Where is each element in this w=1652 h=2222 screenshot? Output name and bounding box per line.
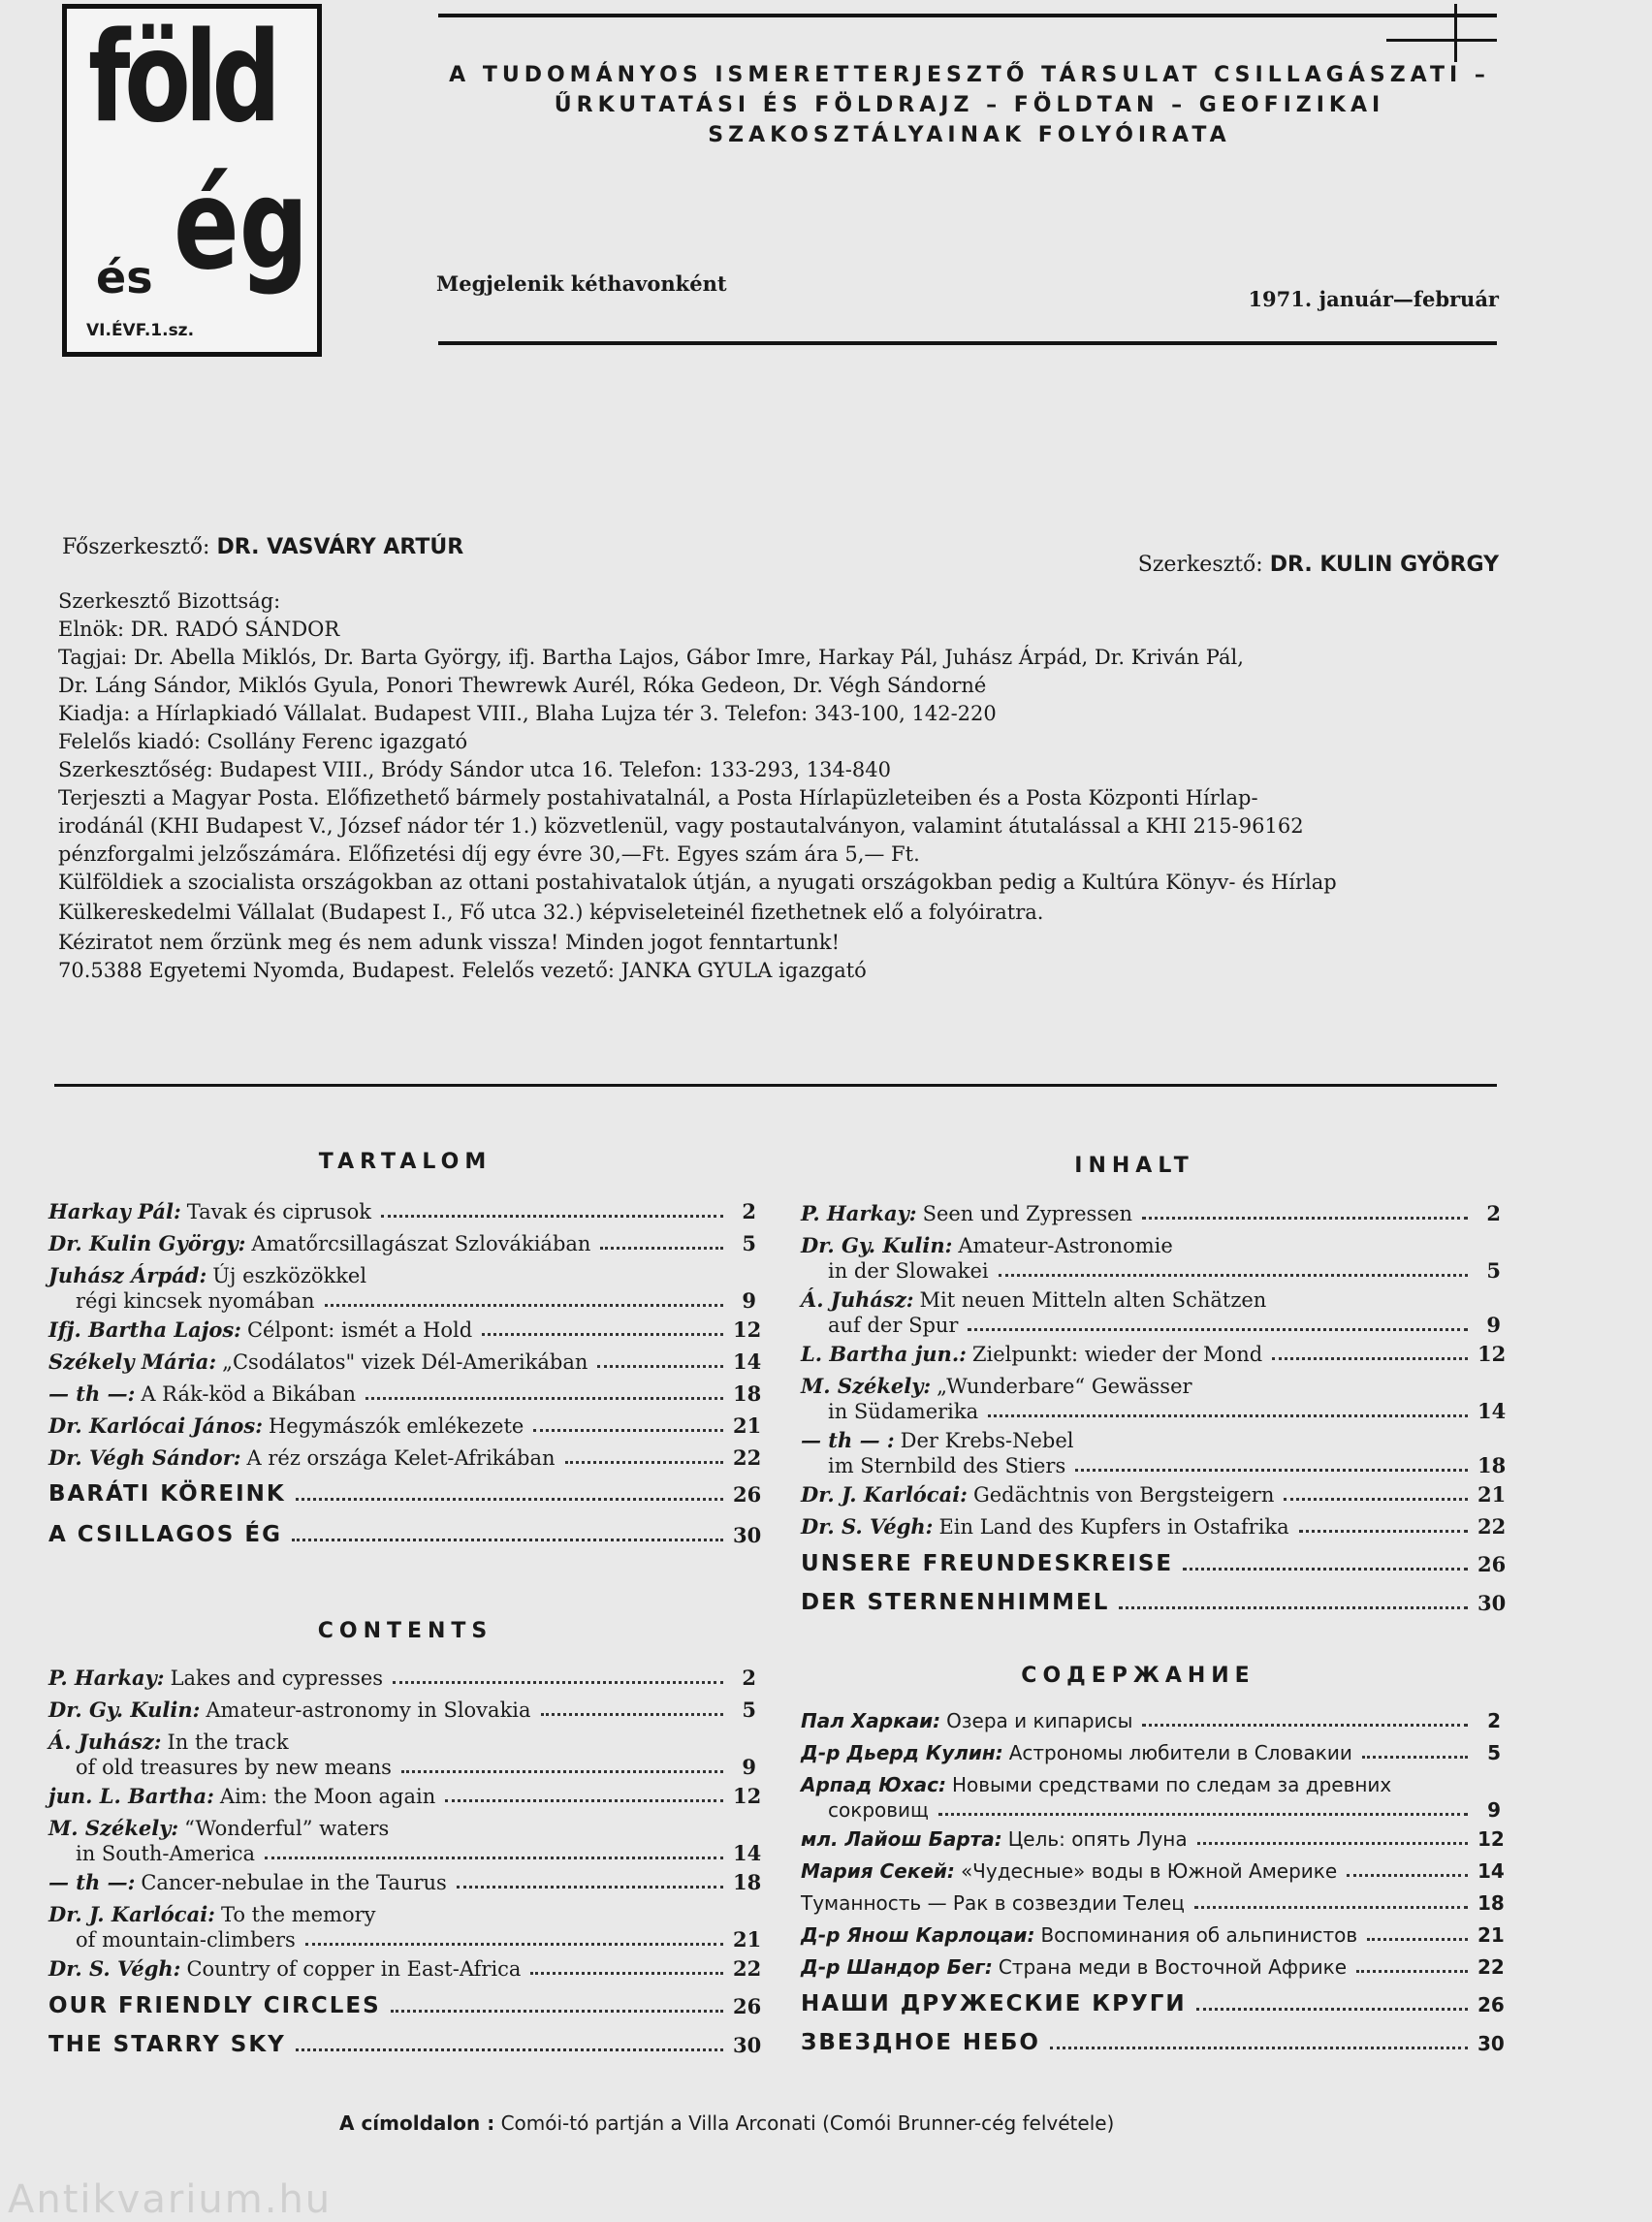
toc-page: 26: [733, 1482, 762, 1507]
toc-author: P. Harkay:: [801, 1201, 917, 1225]
toc-page: 26: [733, 1994, 762, 2018]
toc-author: Dr. Gy. Kulin:: [48, 1698, 201, 1722]
toc-entry[interactable]: [828, 1798, 1501, 1822]
toc-page: 5: [742, 1231, 756, 1255]
toc-leader: [393, 1681, 723, 1684]
toc-page: 14: [1477, 1399, 1507, 1423]
toc-entry[interactable]: [828, 1399, 1507, 1423]
journal-logo: [62, 4, 322, 357]
toc-entry[interactable]: [48, 1349, 762, 1374]
cover-caption: [339, 2111, 1114, 2135]
toc-page: 14: [733, 1349, 762, 1374]
toc-author: Á. Juhász:: [48, 1730, 162, 1754]
imprint-line: Elnök: DR. RADÓ SÁNDOR: [58, 618, 340, 641]
toc-author: Арпад Юхас:: [801, 1773, 946, 1796]
toc-entry[interactable]: [828, 1313, 1501, 1337]
toc-title: Tavak és ciprusok: [186, 1200, 371, 1223]
toc-leader: [600, 1247, 723, 1250]
toc-section-title: A CSILLAGOS ÉG: [48, 1522, 282, 1547]
toc-leader: [1367, 1938, 1468, 1941]
toc-author: Dr. J. Karlócai:: [801, 1482, 968, 1507]
toc-entry[interactable]: [76, 1927, 762, 1952]
toc-leader: [292, 1539, 723, 1541]
toc-leader: [296, 2048, 723, 2051]
chief-name: DR. VASVÁRY ARTÚR: [216, 535, 464, 559]
toc-leader: [968, 1328, 1468, 1331]
toc-title: In the track: [167, 1730, 289, 1754]
toc-leader: [1299, 1530, 1468, 1533]
imprint-line: Szerkesztő Bizottság:: [58, 589, 281, 613]
imprint-line: Külföldiek a szocialista országokban az ottani postahivatalok útján, a nyugati országokban pedig a Kultúra Könyv- és Hírlap: [58, 871, 1337, 894]
toc-title: A Rák-köd a Bikában: [141, 1382, 357, 1406]
society-header: A TUDOMÁNYOS ISMERETTERJESZTŐ TÁRSULAT CSILLAGÁSZATI – ŰRKUTATÁSI ÉS FÖLDRAJZ – FÖLDTAN – GEOFIZIKAI SZAKOSZTÁLYAINAK FOLYÓIRATA: [449, 63, 1490, 147]
toc-title: Lakes and cypresses: [170, 1666, 384, 1690]
toc-leader: [1196, 2008, 1468, 2011]
toc-title: Aim: the Moon again: [219, 1785, 436, 1808]
toc-author: Székely Mária:: [48, 1349, 217, 1374]
toc-title: Цель: опять Луна: [1007, 1827, 1188, 1851]
toc-title: Новыми средствами по следам за древних: [951, 1773, 1392, 1796]
toc-entry[interactable]: [48, 1956, 762, 1981]
toc-page: 12: [1477, 1827, 1505, 1851]
header-rule: [438, 341, 1497, 345]
toc-entry[interactable]: [48, 1381, 762, 1406]
toc-title: Country of copper in East-Africa: [186, 1957, 522, 1981]
toc-entry[interactable]: [801, 1891, 1505, 1915]
toc-leader: [1272, 1357, 1468, 1360]
toc-page: 22: [733, 1445, 762, 1470]
toc-page: 9: [1487, 1798, 1501, 1822]
toc-entry[interactable]: [48, 1698, 756, 1722]
logo-word-es: és: [96, 251, 153, 303]
toc-section[interactable]: [48, 2032, 762, 2057]
toc-leader: [999, 1274, 1468, 1277]
toc-entry[interactable]: [48, 1870, 762, 1894]
top-rule: [438, 14, 1497, 17]
toc-leader: [305, 1943, 723, 1946]
toc-leader: [1075, 1469, 1468, 1472]
frequency-text: Megjelenik kéthavonként: [436, 271, 727, 296]
imprint-line: Kiadja: a Hírlapkiadó Vállalat. Budapest VIII., Blaha Lujza tér 3. Telefon: 343-100, 142-220: [58, 702, 997, 725]
toc-leader: [1050, 2047, 1468, 2049]
toc-entry[interactable]: [48, 1445, 762, 1470]
toc-page: 2: [1487, 1709, 1501, 1732]
toc-author: M. Székely:: [48, 1816, 179, 1840]
toc-entry-line: [801, 1773, 1501, 1796]
imprint-line: pénzforgalmi jelzőszámára. Előfizetési díj egy évre 30,—Ft. Egyes szám ára 5,— Ft.: [58, 842, 920, 866]
toc-leader: [1362, 1756, 1468, 1759]
toc-page: 18: [733, 1381, 762, 1406]
toc-page: 21: [733, 1413, 762, 1438]
imprint-line: Külkereskedelmi Vállalat (Budapest I., Fő utca 32.) képviseleteinél fizethetnek elő a folyóiratra.: [58, 901, 1044, 924]
toc-heading: TARTALOM: [318, 1150, 492, 1174]
toc-section-title: ЗВЕЗДНОЕ НЕБО: [801, 2030, 1040, 2055]
toc-leader: [597, 1365, 723, 1368]
toc-title: Új eszközökkel: [212, 1264, 367, 1287]
imprint-line: 70.5388 Egyetemi Nyomda, Budapest. Felelős vezető: JANKA GYULA igazgató: [58, 959, 867, 982]
toc-title: „Csodálatos" vizek Dél-Amerikában: [222, 1350, 588, 1374]
toc-page: 21: [1477, 1482, 1507, 1507]
toc-page: 9: [1486, 1313, 1501, 1337]
toc-section[interactable]: [801, 1551, 1507, 1576]
toc-title: “Wonderful” waters: [184, 1817, 390, 1840]
toc-entry[interactable]: [801, 1342, 1507, 1366]
toc-section[interactable]: [48, 1522, 762, 1547]
toc-entry-line: [48, 1902, 756, 1926]
imprint-line: Szerkesztőség: Budapest VIII., Bródy Sándor utca 16. Telefon: 133-293, 134-840: [58, 758, 891, 781]
toc-page: 26: [1477, 1993, 1505, 2016]
watermark: Antikvarium.hu: [8, 2177, 333, 2222]
toc-section-title: НАШИ ДРУЖЕСКИЕ КРУГИ: [801, 1991, 1187, 2016]
toc-page: 2: [1486, 1201, 1501, 1225]
toc-page: 5: [1486, 1258, 1501, 1283]
toc-entry-line: [48, 1816, 756, 1840]
toc-entry[interactable]: [801, 1741, 1501, 1764]
toc-title-cont: in Südamerika: [828, 1400, 979, 1423]
logo-word-fold: föld: [88, 6, 275, 150]
toc-section-title: DER STERNENHIMMEL: [801, 1590, 1110, 1615]
toc-leader: [1119, 1606, 1468, 1609]
toc-entry-line: [801, 1374, 1501, 1398]
toc-leader: [1356, 1970, 1468, 1973]
toc-author: Juhász Árpád:: [48, 1263, 207, 1287]
toc-title: To the memory: [220, 1903, 376, 1926]
toc-page: 14: [733, 1841, 762, 1865]
toc-title: Воспоминания об альпинистов: [1040, 1923, 1358, 1947]
toc-entry-line: [48, 1730, 756, 1754]
toc-page: 5: [742, 1698, 756, 1722]
toc-leader: [988, 1414, 1468, 1417]
toc-leader: [1142, 1724, 1468, 1727]
toc-entry[interactable]: [48, 1231, 756, 1255]
logo-word-eg: ég: [174, 153, 309, 298]
toc-title: Seen und Zypressen: [922, 1202, 1133, 1225]
toc-author: Д-р Янош Карлоцаи:: [801, 1923, 1035, 1947]
toc-page: 21: [733, 1927, 762, 1952]
toc-leader: [325, 1304, 723, 1307]
chief-label: Főszerkesztő:: [62, 535, 210, 559]
toc-title: Amatőrcsillagászat Szlovákiában: [251, 1232, 591, 1255]
issue-date: 1971. január—február: [1248, 287, 1499, 311]
toc-title: Gedächtnis von Bergsteigern: [972, 1483, 1275, 1507]
toc-entry[interactable]: [48, 1784, 762, 1808]
toc-entry[interactable]: [76, 1841, 762, 1865]
toc-author: Мария Секей:: [801, 1859, 955, 1883]
imprint: [58, 587, 1503, 985]
toc-author: Ifj. Bartha Lajos:: [48, 1317, 241, 1342]
top-rule-tick: [1454, 4, 1457, 62]
toc-page: 2: [742, 1666, 756, 1690]
toc-page: 18: [1477, 1453, 1507, 1477]
toc-page: 26: [1477, 1552, 1507, 1576]
toc-entry[interactable]: [48, 1199, 756, 1223]
toc-page: 5: [1487, 1741, 1501, 1764]
toc-author: Dr. Karlócai János:: [48, 1413, 263, 1438]
toc-section[interactable]: [48, 1481, 762, 1507]
toc-author: Á. Juhász:: [801, 1287, 914, 1312]
toc-entry[interactable]: [828, 1258, 1501, 1283]
toc-entry[interactable]: [828, 1453, 1507, 1477]
toc-page: 14: [1477, 1859, 1505, 1883]
toc-title: Астрономы любители в Словакии: [1008, 1741, 1352, 1764]
toc-title: A réz országa Kelet-Afrikában: [246, 1446, 556, 1470]
toc-section[interactable]: [801, 1590, 1507, 1615]
toc-author: Пал Харкаи:: [801, 1709, 941, 1732]
toc-page: 22: [733, 1956, 762, 1981]
toc-leader: [533, 1429, 723, 1432]
toc-leader: [565, 1461, 723, 1464]
toc-leader: [1197, 1842, 1468, 1845]
toc-entry[interactable]: [801, 1955, 1505, 1979]
toc-entry[interactable]: [801, 1709, 1501, 1732]
toc-author: Dr. Végh Sándor:: [48, 1445, 241, 1470]
toc-author: Dr. J. Karlócai:: [48, 1902, 215, 1926]
toc-title: Célpont: ismét a Hold: [246, 1318, 473, 1342]
toc-page: 9: [742, 1755, 756, 1779]
toc-page: 22: [1477, 1514, 1507, 1539]
toc-title-cont: of old treasures by new means: [76, 1756, 392, 1779]
toc-section[interactable]: [801, 1991, 1505, 2016]
toc-leader: [1194, 1906, 1468, 1909]
toc-leader: [1142, 1217, 1468, 1220]
toc-author: — th —:: [48, 1870, 136, 1894]
toc-author: Dr. S. Végh:: [48, 1956, 181, 1981]
toc-entry-line: [801, 1287, 1501, 1312]
toc-entry-line: [48, 1263, 756, 1287]
editor-name: DR. KULIN GYÖRGY: [1269, 553, 1499, 577]
toc-title-cont: in der Slowakei: [828, 1259, 989, 1283]
toc-author: P. Harkay:: [48, 1666, 165, 1690]
imprint-line: Dr. Láng Sándor, Miklós Gyula, Ponori Thewrewk Aurél, Róka Gedeon, Dr. Végh Sándorné: [58, 674, 987, 697]
toc-title: «Чудесные» воды в Южной Америке: [960, 1859, 1338, 1883]
toc-leader: [482, 1333, 723, 1336]
toc-leader: [381, 1215, 723, 1218]
toc-section-title: BARÁTI KÖREINK: [48, 1481, 286, 1507]
toc-author: M. Székely:: [801, 1374, 932, 1398]
toc-author: — th — :: [801, 1428, 895, 1452]
toc-leader: [1284, 1498, 1468, 1501]
toc-page: 2: [742, 1199, 756, 1223]
toc-entry[interactable]: [801, 1201, 1501, 1225]
toc-title-cont: of mountain-climbers: [76, 1928, 296, 1952]
toc-entry[interactable]: [801, 1827, 1505, 1851]
imprint-line: Tagjai: Dr. Abella Miklós, Dr. Barta György, ifj. Bartha Lajos, Gábor Imre, Harkay Pál, Juhász Árpád, Dr. Kriván Pál,: [58, 646, 1244, 669]
toc-author: Dr. Gy. Kulin:: [801, 1233, 953, 1257]
toc-title: Ein Land des Kupfers in Ostafrika: [938, 1515, 1289, 1539]
cover-caption-text: Comói-tó partján a Villa Arconati (Comói Brunner-cég felvétele): [500, 2111, 1115, 2135]
toc-section[interactable]: [48, 1993, 762, 2018]
toc-page: 9: [742, 1288, 756, 1313]
toc-leader: [365, 1397, 723, 1400]
toc-entry[interactable]: [48, 1317, 762, 1342]
toc-entry-line: [801, 1233, 1501, 1257]
toc-page: 21: [1477, 1923, 1505, 1947]
toc-title: Hegymászók emlékezete: [268, 1414, 524, 1438]
toc-title: „Wunderbare“ Gewässer: [937, 1375, 1192, 1398]
toc-title: Озера и кипарисы: [946, 1709, 1133, 1732]
toc-author: jun. L. Bartha:: [48, 1784, 214, 1808]
toc-heading: СОДЕРЖАНИЕ: [1021, 1664, 1255, 1688]
toc-leader: [541, 1713, 723, 1716]
toc-section-title: UNSERE FREUNDESKREISE: [801, 1551, 1174, 1576]
toc-page: 18: [1477, 1891, 1505, 1915]
toc-title: Cancer-nebulae in the Taurus: [141, 1871, 447, 1894]
toc-title-cont: auf der Spur: [828, 1314, 959, 1337]
toc-entry[interactable]: [76, 1288, 756, 1313]
toc-author: Dr. S. Végh:: [801, 1514, 934, 1539]
toc-title: Страна меди в Восточной Африке: [998, 1955, 1348, 1979]
toc-title-cont: сокровищ: [828, 1798, 929, 1822]
toc-page: 12: [733, 1317, 762, 1342]
toc-leader: [457, 1886, 723, 1889]
cover-caption-label: A címoldalon :: [339, 2111, 495, 2135]
toc-entry[interactable]: [801, 1514, 1507, 1539]
toc-title: Amateur-astronomy in Slovakia: [206, 1698, 531, 1722]
toc-leader: [938, 1813, 1468, 1816]
toc-title: Туманность — Рак в созвездии Телец: [801, 1891, 1185, 1915]
toc-leader: [391, 2010, 723, 2013]
toc-author: Д-р Дьерд Кулин:: [801, 1741, 1003, 1764]
middle-rule: [54, 1084, 1497, 1087]
toc-leader: [445, 1799, 723, 1802]
imprint-line: Kéziratot nem őrzünk meg és nem adunk vissza! Minden jogot fenntartunk!: [58, 931, 841, 954]
toc-section-title: THE STARRY SKY: [48, 2032, 286, 2057]
chief-editor: [62, 535, 463, 559]
toc-page: 30: [1477, 1591, 1507, 1615]
toc-title: Zielpunkt: wieder der Mond: [971, 1343, 1263, 1366]
imprint-line: Terjeszti a Magyar Posta. Előfizethető bármely postahivatalnál, a Posta Hírlapüzleteiben és a Posta Központi Hírlap-: [58, 786, 1258, 809]
toc-page: 12: [733, 1784, 762, 1808]
toc-title: Amateur-Astronomie: [958, 1234, 1173, 1257]
toc-leader: [530, 1972, 723, 1975]
toc-author: L. Bartha jun.:: [801, 1342, 967, 1366]
toc-heading: CONTENTS: [317, 1619, 493, 1643]
toc-page: 30: [733, 2033, 762, 2057]
toc-title-cont: régi kincsek nyomában: [76, 1289, 315, 1313]
toc-entry[interactable]: [48, 1666, 756, 1690]
toc-title: Der Krebs-Nebel: [900, 1429, 1074, 1452]
toc-author: мл. Лайош Барта:: [801, 1827, 1002, 1851]
toc-page: 30: [733, 1523, 762, 1547]
toc-page: 12: [1477, 1342, 1507, 1366]
toc-section[interactable]: [801, 2030, 1505, 2055]
toc-title-cont: im Sternbild des Stiers: [828, 1454, 1066, 1477]
toc-leader: [265, 1857, 723, 1859]
toc-leader: [1183, 1568, 1468, 1571]
editor-label: Szerkesztő:: [1137, 553, 1263, 577]
toc-heading: INHALT: [1074, 1154, 1194, 1178]
toc-entry[interactable]: [801, 1859, 1505, 1883]
toc-leader: [401, 1770, 723, 1773]
toc-page: 30: [1477, 2032, 1505, 2055]
toc-title-cont: in South-America: [76, 1842, 256, 1865]
toc-entry[interactable]: [76, 1755, 756, 1779]
logo-issue: VI.ÉVF.1.sz.: [86, 321, 195, 340]
toc-author: Д-р Шандор Бег:: [801, 1955, 993, 1979]
toc-section-title: OUR FRIENDLY CIRCLES: [48, 1993, 381, 2018]
toc-entry-line: [801, 1428, 1501, 1452]
toc-page: 22: [1477, 1955, 1505, 1979]
toc-leader: [296, 1498, 723, 1501]
toc-entry[interactable]: [801, 1923, 1505, 1947]
toc-author: — th —:: [48, 1381, 136, 1406]
toc-title: Mit neuen Mitteln alten Schätzen: [919, 1288, 1267, 1312]
toc-leader: [1347, 1874, 1468, 1877]
imprint-line: Felelős kiadó: Csollány Ferenc igazgató: [58, 730, 468, 753]
top-rule-right: [1386, 39, 1497, 42]
toc-author: Harkay Pál:: [48, 1199, 181, 1223]
imprint-line: irodánál (KHI Budapest V., József nádor tér 1.) közvetlenül, vagy postautalványon, valamint átutalással a KHI 215-96162: [58, 814, 1304, 838]
toc-entry[interactable]: [48, 1413, 762, 1438]
toc-author: Dr. Kulin György:: [48, 1231, 246, 1255]
editor: [1138, 553, 1499, 577]
toc-entry[interactable]: [801, 1482, 1507, 1507]
toc-page: 18: [733, 1870, 762, 1894]
